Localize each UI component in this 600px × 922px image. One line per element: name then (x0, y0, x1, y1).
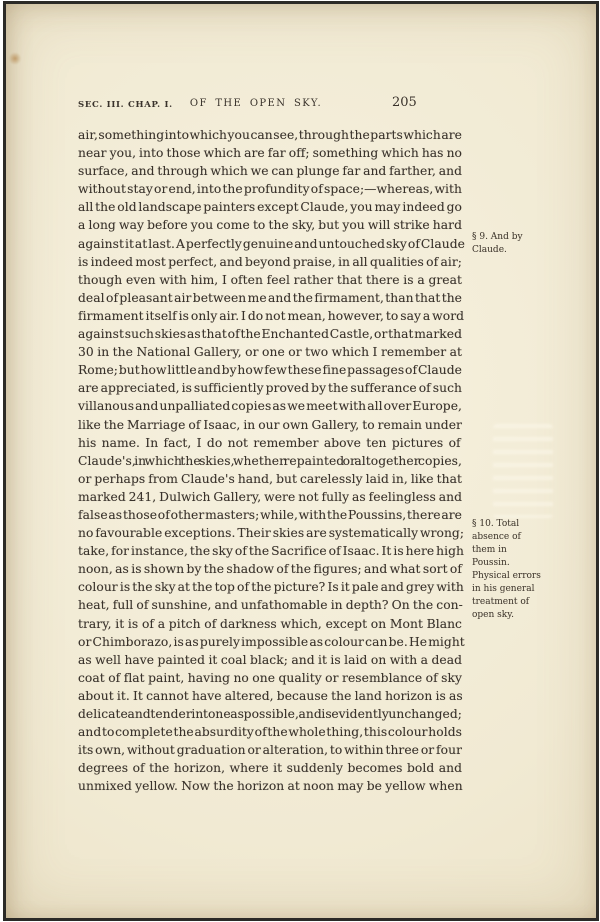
body-line: Claude's, in which the skies, whether repainted or altogether copies, (78, 453, 462, 468)
margin-note-line: Claude. (472, 245, 507, 255)
body-line: though even with him, I often feel rather that there is a great (78, 272, 462, 287)
margin-note-line: open sky. (472, 610, 514, 620)
margin-note-line: Poussin. (472, 558, 510, 568)
body-line: its own, without graduation or alteration, to within three or four (78, 743, 462, 758)
body-line: firmament itself is only air. I do not mean, however, to say a word (78, 308, 465, 323)
body-line: are appreciated, is sufficiently proved by the sufferance of such (78, 381, 462, 396)
body-line: degrees of the horizon, where it suddenly becomes bold and (78, 761, 462, 776)
body-line: surface, and through which we can plunge far and farther, and (78, 164, 462, 179)
body-line: no favourable exceptions. Their skies are systematically wrong; (78, 526, 465, 541)
body-line: colour is the sky at the top of the picture? Is it pale and grey with (78, 580, 464, 595)
margin-note-line: treatment of (472, 597, 530, 607)
paper (3, 1, 599, 921)
body-line: near you, into those which are far off; something which has no (78, 146, 462, 161)
body-line: is indeed most perfect, and beyond praise, in all qualities of air; (78, 254, 462, 269)
body-line: against it at last. A perfectly genuine and untouched sky of Claude (78, 236, 465, 251)
header-page-number: 205 (392, 95, 417, 110)
body-line: noon, as is shown by the shadow of the figures; and what sort of (78, 562, 462, 577)
body-line: his name. In fact, I do not remember above ten pictures of (78, 435, 461, 450)
body-line: without stay or end, into the profundity of space;—whereas, with (78, 182, 462, 197)
body-line: Rome; but how little and by how few these fine passages of Claude (78, 363, 462, 378)
body-line: marked 241, Dulwich Gallery, were not fully as feelingless and (78, 489, 462, 504)
body-line: and to complete the absurdity of the whole thing, this colour holds (78, 725, 462, 740)
margin-note-line: § 9. And by (472, 232, 523, 242)
body-line: unmixed yellow. Now the horizon at noon may be yellow when (78, 779, 463, 794)
body-line: or Chimborazo, is as purely impossible as colour can be. He might (78, 634, 465, 649)
body-line: or perhaps from Claude's hand, but carelessly laid in, like that (78, 471, 462, 486)
header-running-title: OF THE OPEN SKY. (189, 98, 323, 109)
show-through-text (493, 424, 553, 518)
body-text (78, 126, 465, 795)
header-section-label: SEC. III. CHAP. I. (78, 100, 173, 110)
body-line: a long way before you come to the sky, but you will strike hard (78, 218, 462, 233)
body-line: air, something into which you can see, through the parts which are (78, 128, 462, 142)
body-line: against such skies as that of the Enchanted Castle, or that marked (78, 327, 462, 342)
margin-note-line: absence of (472, 532, 521, 542)
body-line: take, for instance, the sky of the Sacrifice of Isaac. It is here high (78, 544, 465, 559)
body-line: like the Marriage of Isaac, in our own Gallery, to remain under (78, 417, 462, 432)
body-line: coat of flat paint, having no one quality or resemblance of sky (78, 670, 462, 685)
body-line: trary, it is of a pitch of darkness which, except on Mont Blanc (78, 616, 462, 631)
margin-note-line: in his general (472, 584, 535, 594)
paper-inner (6, 4, 596, 918)
body-line: as well have painted it coal black; and it is laid on with a dead (78, 652, 462, 667)
body-line: false as those of other masters; while, with the Poussins, there are (78, 507, 462, 522)
body-line: delicate and tender in tone as possible, and is evidently unchanged; (78, 707, 462, 721)
body-line: heat, full of sunshine, and unfathomable in depth? On the con- (78, 598, 463, 613)
body-line: all the old landscape painters except Claude, you may indeed go (78, 200, 462, 215)
body-line: deal of pleasant air between me and the firmament, than that the (78, 290, 462, 305)
body-line: about it. It cannot have altered, because the land horizon is as (78, 688, 463, 703)
margin-note-10 (472, 518, 564, 622)
foxing-stain (9, 52, 21, 65)
margin-note-9 (472, 231, 564, 257)
margin-note-line: them in (472, 545, 507, 555)
margin-note-line: Physical errors (472, 571, 541, 581)
body-line: villanous and unpalliated copies as we meet with all over Europe, (78, 399, 462, 414)
body-line: 30 in the National Gallery, or one or two which I remember at (78, 345, 462, 360)
margin-note-line: § 10. Total (472, 519, 520, 529)
